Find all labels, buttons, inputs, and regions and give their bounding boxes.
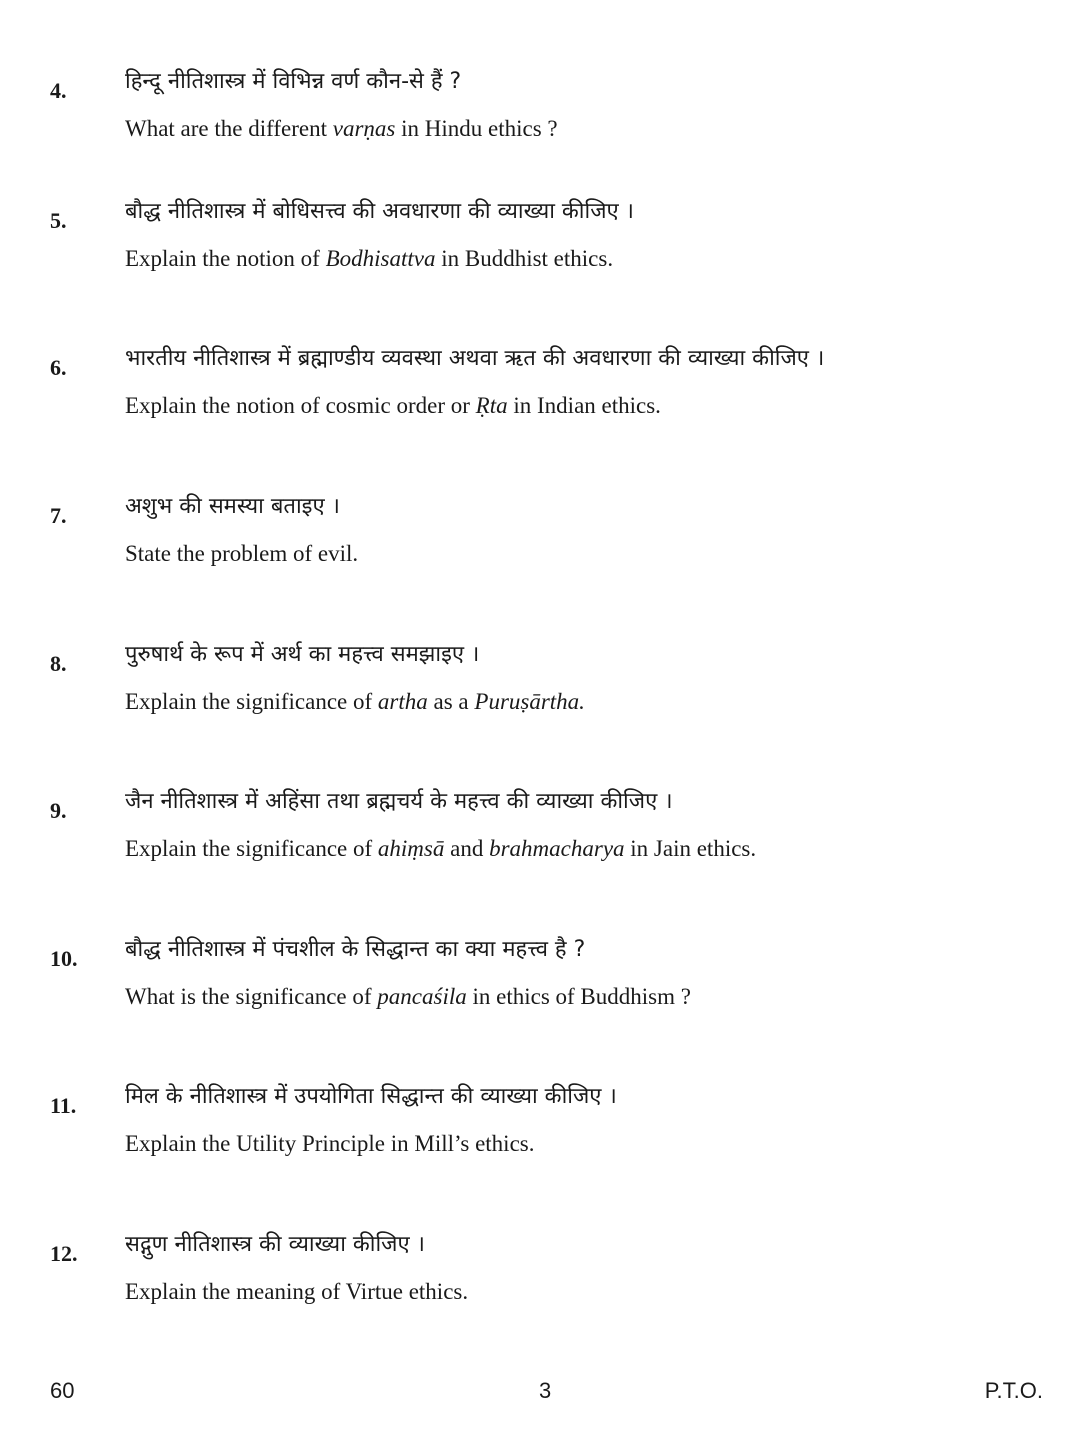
question-text-hindi: बौद्ध नीतिशास्त्र में पंचशील के सिद्धान्त का क्या महत्त्व है ?: [125, 937, 586, 962]
question-text-hindi: भारतीय नीतिशास्त्र में ब्रह्माण्डीय व्यवस्था अथवा ऋत की अवधारणा की व्याख्या कीजिए ।: [125, 346, 825, 371]
question-number: 10.: [50, 946, 78, 971]
text-segment: Explain the notion of cosmic order or: [125, 393, 476, 418]
text-segment: State the problem of evil.: [125, 541, 359, 566]
question-text-hindi: जैन नीतिशास्त्र में अहिंसा तथा ब्रह्मचर्य के महत्त्व की व्याख्या कीजिए ।: [125, 789, 673, 814]
question-number: 6.: [50, 355, 67, 380]
text-segment: in Indian ethics.: [507, 393, 661, 418]
question-text-english: [125, 113, 558, 145]
question-text-hindi: बौद्ध नीतिशास्त्र में बोधिसत्त्व की अवधारणा की व्याख्या कीजिए ।: [125, 199, 635, 224]
footer-pto: P.T.O.: [984, 1378, 1043, 1403]
italic-term: Ṛta: [475, 393, 508, 418]
text-segment: Explain the significance of: [125, 689, 378, 714]
footer-page-number: 3: [539, 1378, 552, 1403]
question-text-english: [125, 538, 358, 570]
question-number: 12.: [50, 1241, 78, 1266]
footer-code: 60: [50, 1378, 75, 1403]
italic-term: pancaśila: [377, 984, 467, 1009]
text-segment: What is the significance of: [125, 984, 378, 1009]
text-segment: in Jain ethics.: [624, 836, 757, 861]
question-text-hindi: सद्गुण नीतिशास्त्र की व्याख्या कीजिए ।: [125, 1232, 426, 1257]
question-number: 4.: [50, 78, 67, 103]
text-segment: Explain the Utility Principle in Mill’s ethics.: [125, 1131, 535, 1156]
question-text-english: [125, 390, 661, 422]
question-text-hindi: अशुभ की समस्या बताइए ।: [125, 494, 340, 519]
text-segment: in Buddhist ethics.: [435, 246, 614, 271]
question-number: 11.: [50, 1093, 77, 1118]
text-segment: Explain the significance of: [125, 836, 378, 861]
text-segment: in Hindu ethics ?: [395, 116, 558, 141]
text-segment: Explain the notion of: [125, 246, 326, 271]
question-text-english: [125, 243, 613, 275]
question-number: 9.: [50, 798, 67, 823]
italic-term: varṇas: [332, 116, 396, 141]
text-segment: as a: [427, 689, 475, 714]
text-segment: in ethics of Buddhism ?: [466, 984, 691, 1009]
italic-term: Bodhisattva: [325, 246, 436, 271]
question-number: 7.: [50, 503, 67, 528]
text-segment: and: [444, 836, 490, 861]
question-text-hindi: हिन्दू नीतिशास्त्र में विभिन्न वर्ण कौन-से हैं ?: [125, 69, 462, 94]
italic-term: artha: [377, 689, 428, 714]
question-number: 8.: [50, 651, 67, 676]
question-text-english: [125, 1276, 468, 1308]
question-number: 5.: [50, 208, 67, 233]
question-text-english: [125, 833, 756, 865]
question-text-hindi: पुरुषार्थ के रूप में अर्थ का महत्त्व समझाइए ।: [125, 642, 480, 667]
italic-term: brahmacharya: [489, 836, 625, 861]
question-text-hindi: मिल के नीतिशास्त्र में उपयोगिता सिद्धान्त की व्याख्या कीजिए ।: [125, 1084, 617, 1109]
question-text-english: [125, 981, 691, 1013]
text-segment: Explain the meaning of Virtue ethics.: [125, 1279, 469, 1304]
italic-term: ahiṃsā: [377, 836, 445, 861]
question-text-english: [125, 686, 585, 718]
italic-term: Puruṣārtha.: [474, 689, 585, 714]
question-text-english: [125, 1128, 535, 1160]
text-segment: What are the different: [125, 116, 333, 141]
